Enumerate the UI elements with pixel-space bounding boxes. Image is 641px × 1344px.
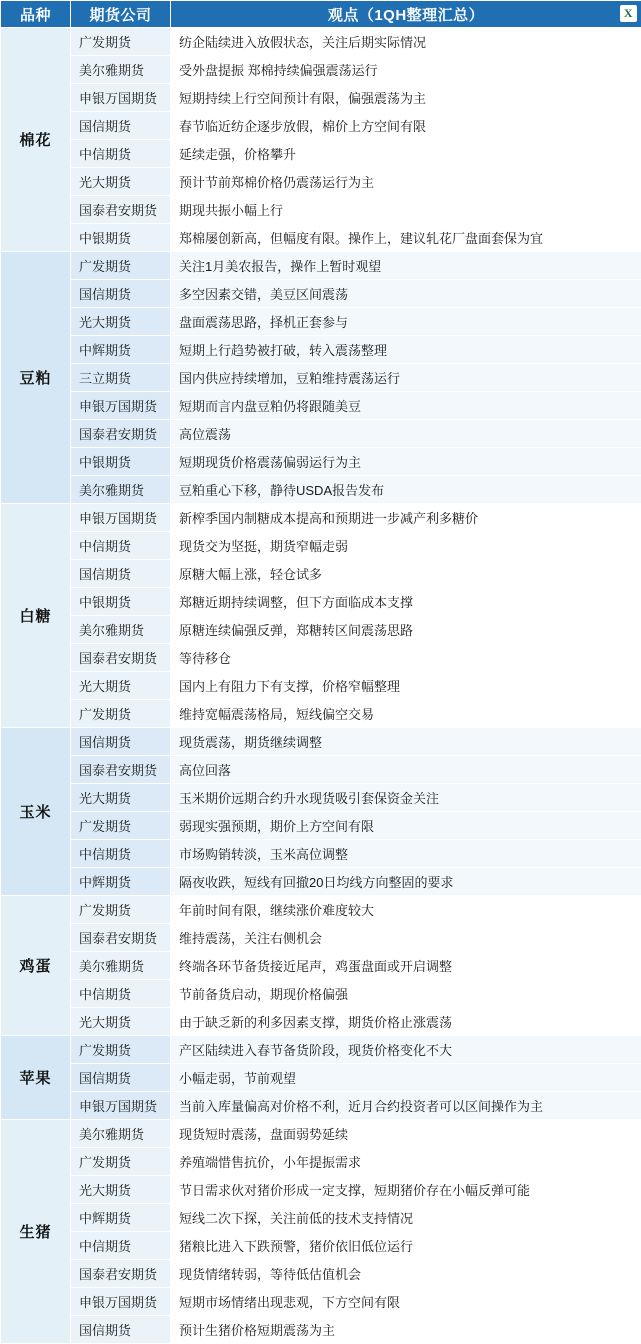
viewpoint-cell: 维持震荡，关注右侧机会 [171, 924, 641, 952]
viewpoint-cell: 短期持续上行空间预计有限，偏强震荡为主 [171, 84, 641, 112]
table-row [1, 588, 641, 616]
company-cell: 光大期货 [71, 168, 171, 196]
company-cell: 申银万国期货 [71, 84, 171, 112]
company-cell: 中银期货 [71, 448, 171, 476]
company-cell: 国泰君安期货 [71, 644, 171, 672]
company-cell: 中辉期货 [71, 868, 171, 896]
table-row [1, 784, 641, 812]
company-cell: 申银万国期货 [71, 392, 171, 420]
company-cell: 国信期货 [71, 112, 171, 140]
viewpoint-cell: 国内供应持续增加，豆粕维持震荡运行 [171, 364, 641, 392]
viewpoint-cell: 新榨季国内制糖成本提高和预期进一步减产利多糖价 [171, 504, 641, 532]
company-cell: 国信期货 [71, 560, 171, 588]
viewpoint-cell: 预计生猪价格短期震荡为主 [171, 1316, 641, 1344]
viewpoint-cell: 关注1月美农报告，操作上暂时观望 [171, 252, 641, 280]
table-row [1, 896, 641, 924]
company-cell: 光大期货 [71, 1176, 171, 1204]
company-cell: 美尔雅期货 [71, 476, 171, 504]
table-row [1, 336, 641, 364]
table-row [1, 364, 641, 392]
table-row [1, 56, 641, 84]
viewpoint-cell: 郑糖近期持续调整，但下方面临成本支撑 [171, 588, 641, 616]
table-row [1, 952, 641, 980]
table-row [1, 308, 641, 336]
table-row [1, 1008, 641, 1036]
company-cell: 美尔雅期货 [71, 952, 171, 980]
viewpoint-cell: 盘面震荡思路，择机正套参与 [171, 308, 641, 336]
excel-icon [620, 5, 637, 22]
table-row [1, 392, 641, 420]
viewpoint-cell: 市场购销转淡，玉米高位调整 [171, 840, 641, 868]
company-cell: 中银期货 [71, 224, 171, 252]
company-cell: 申银万国期货 [71, 1092, 171, 1120]
viewpoint-cell: 豆粕重心下移，静待USDA报告发布 [171, 476, 641, 504]
variety-cell: 豆粕 [1, 252, 71, 504]
viewpoint-cell: 养殖端惜售抗价，小年提振需求 [171, 1148, 641, 1176]
table-body [1, 28, 641, 1344]
variety-cell: 棉花 [1, 28, 71, 252]
company-cell: 国信期货 [71, 1064, 171, 1092]
company-cell: 光大期货 [71, 672, 171, 700]
viewpoint-cell: 短线二次下探，关注前低的技术支持情况 [171, 1204, 641, 1232]
viewpoint-cell: 现货交为坚挺，期货窄幅走弱 [171, 532, 641, 560]
table-row [1, 196, 641, 224]
table-row [1, 420, 641, 448]
company-cell: 广发期货 [71, 1148, 171, 1176]
variety-cell: 生猪 [1, 1120, 71, 1344]
variety-cell: 苹果 [1, 1036, 71, 1120]
viewpoint-cell: 短期市场情绪出现悲观，下方空间有限 [171, 1288, 641, 1316]
company-cell: 中辉期货 [71, 336, 171, 364]
table-row [1, 812, 641, 840]
company-cell: 广发期货 [71, 252, 171, 280]
company-cell: 美尔雅期货 [71, 616, 171, 644]
table-row [1, 532, 641, 560]
table-row [1, 980, 641, 1008]
column-header-company: 期货公司 [71, 1, 171, 28]
column-header-view-label: 观点（1QH整理汇总） [328, 7, 484, 24]
table-row [1, 700, 641, 728]
table-row [1, 840, 641, 868]
column-header-variety: 品种 [1, 1, 71, 28]
company-cell: 申银万国期货 [71, 504, 171, 532]
company-cell: 美尔雅期货 [71, 56, 171, 84]
company-cell: 国泰君安期货 [71, 420, 171, 448]
viewpoint-cell: 等待移仓 [171, 644, 641, 672]
table-row [1, 1204, 641, 1232]
table-row [1, 1064, 641, 1092]
viewpoint-cell: 终端各环节备货接近尾声，鸡蛋盘面或开启调整 [171, 952, 641, 980]
viewpoint-cell: 受外盘提振 郑棉持续偏强震荡运行 [171, 56, 641, 84]
viewpoint-cell: 猪粮比进入下跌预警，猪价依旧低位运行 [171, 1232, 641, 1260]
viewpoint-cell: 现货短时震荡，盘面弱势延续 [171, 1120, 641, 1148]
viewpoint-cell: 多空因素交错，美豆区间震荡 [171, 280, 641, 308]
company-cell: 国信期货 [71, 728, 171, 756]
table-header [1, 1, 641, 28]
company-cell: 国泰君安期货 [71, 196, 171, 224]
viewpoint-cell: 小幅走弱，节前观望 [171, 1064, 641, 1092]
company-cell: 中信期货 [71, 532, 171, 560]
viewpoint-cell: 国内上有阻力下有支撑，价格窄幅整理 [171, 672, 641, 700]
table-row [1, 140, 641, 168]
viewpoint-cell: 弱现实强预期，期价上方空间有限 [171, 812, 641, 840]
company-cell: 广发期货 [71, 28, 171, 56]
variety-cell: 玉米 [1, 728, 71, 896]
company-cell: 国泰君安期货 [71, 924, 171, 952]
table-row [1, 924, 641, 952]
excel-icon-glyph: X [620, 5, 637, 22]
company-cell: 美尔雅期货 [71, 1120, 171, 1148]
table-row [1, 1260, 641, 1288]
company-cell: 中信期货 [71, 980, 171, 1008]
table-row [1, 1176, 641, 1204]
viewpoint-cell: 纺企陆续进入放假状态，关注后期实际情况 [171, 28, 641, 56]
company-cell: 广发期货 [71, 812, 171, 840]
company-cell: 国信期货 [71, 280, 171, 308]
column-header-view [171, 1, 641, 28]
viewpoint-cell: 郑棉屡创新高，但幅度有限。操作上，建议轧花厂盘面套保为宜 [171, 224, 641, 252]
viewpoint-cell: 高位震荡 [171, 420, 641, 448]
table-row [1, 84, 641, 112]
table-row [1, 868, 641, 896]
table-row [1, 224, 641, 252]
viewpoint-cell: 春节临近纺企逐步放假，棉价上方空间有限 [171, 112, 641, 140]
company-cell: 国信期货 [71, 1316, 171, 1344]
table-row [1, 1092, 641, 1120]
table-row [1, 672, 641, 700]
company-cell: 国泰君安期货 [71, 756, 171, 784]
company-cell: 光大期货 [71, 1008, 171, 1036]
table-row [1, 1232, 641, 1260]
company-cell: 中信期货 [71, 1232, 171, 1260]
header-row [1, 1, 641, 28]
table-row [1, 756, 641, 784]
table-row [1, 1120, 641, 1148]
table-row [1, 728, 641, 756]
table-row [1, 28, 641, 56]
company-cell: 广发期货 [71, 1036, 171, 1064]
viewpoint-cell: 短期而言内盘豆粕仍将跟随美豆 [171, 392, 641, 420]
viewpoint-cell: 短期现货价格震荡偏弱运行为主 [171, 448, 641, 476]
viewpoint-cell: 由于缺乏新的利多因素支撑，期货价格止涨震荡 [171, 1008, 641, 1036]
viewpoint-cell: 产区陆续进入春节备货阶段，现货价格变化不大 [171, 1036, 641, 1064]
table-row [1, 448, 641, 476]
table-row [1, 112, 641, 140]
table-row [1, 280, 641, 308]
company-cell: 中信期货 [71, 140, 171, 168]
viewpoint-cell: 节前备货启动，期现价格偏强 [171, 980, 641, 1008]
viewpoint-cell: 现货震荡，期货继续调整 [171, 728, 641, 756]
company-cell: 三立期货 [71, 364, 171, 392]
table-row [1, 252, 641, 280]
variety-cell: 鸡蛋 [1, 896, 71, 1036]
viewpoint-cell: 预计节前郑棉价格仍震荡运行为主 [171, 168, 641, 196]
table-row [1, 644, 641, 672]
company-cell: 中银期货 [71, 588, 171, 616]
company-cell: 广发期货 [71, 700, 171, 728]
variety-cell: 白糖 [1, 504, 71, 728]
company-cell: 广发期货 [71, 896, 171, 924]
viewpoint-cell: 节日需求伙对猪价形成一定支撑，短期猪价存在小幅反弹可能 [171, 1176, 641, 1204]
table-row [1, 560, 641, 588]
viewpoint-cell: 期现共振小幅上行 [171, 196, 641, 224]
table-row [1, 1316, 641, 1344]
viewpoint-cell: 短期上行趋势被打破，转入震荡整理 [171, 336, 641, 364]
viewpoint-cell: 玉米期价远期合约升水现货吸引套保资金关注 [171, 784, 641, 812]
viewpoint-cell: 年前时间有限，继续涨价难度较大 [171, 896, 641, 924]
table-row [1, 616, 641, 644]
table-row [1, 476, 641, 504]
table-row [1, 1288, 641, 1316]
company-cell: 国泰君安期货 [71, 1260, 171, 1288]
table-row [1, 168, 641, 196]
viewpoint-cell: 隔夜收跌，短线有回撤20日均线方向整固的要求 [171, 868, 641, 896]
company-cell: 光大期货 [71, 784, 171, 812]
company-cell: 中辉期货 [71, 1204, 171, 1232]
table-row [1, 504, 641, 532]
table-row [1, 1148, 641, 1176]
viewpoint-cell: 现货情绪转弱，等待低估值机会 [171, 1260, 641, 1288]
viewpoint-cell: 高位回落 [171, 756, 641, 784]
viewpoint-cell: 当前入库量偏高对价格不利，近月合约投资者可以区间操作为主 [171, 1092, 641, 1120]
viewpoint-cell: 维持宽幅震荡格局，短线偏空交易 [171, 700, 641, 728]
viewpoint-cell: 原糖连续偏强反弹，郑糖转区间震荡思路 [171, 616, 641, 644]
company-cell: 中信期货 [71, 840, 171, 868]
viewpoint-cell: 延续走强，价格攀升 [171, 140, 641, 168]
company-cell: 申银万国期货 [71, 1288, 171, 1316]
table-row [1, 1036, 641, 1064]
viewpoint-cell: 原糖大幅上涨，轻仓试多 [171, 560, 641, 588]
company-cell: 光大期货 [71, 308, 171, 336]
